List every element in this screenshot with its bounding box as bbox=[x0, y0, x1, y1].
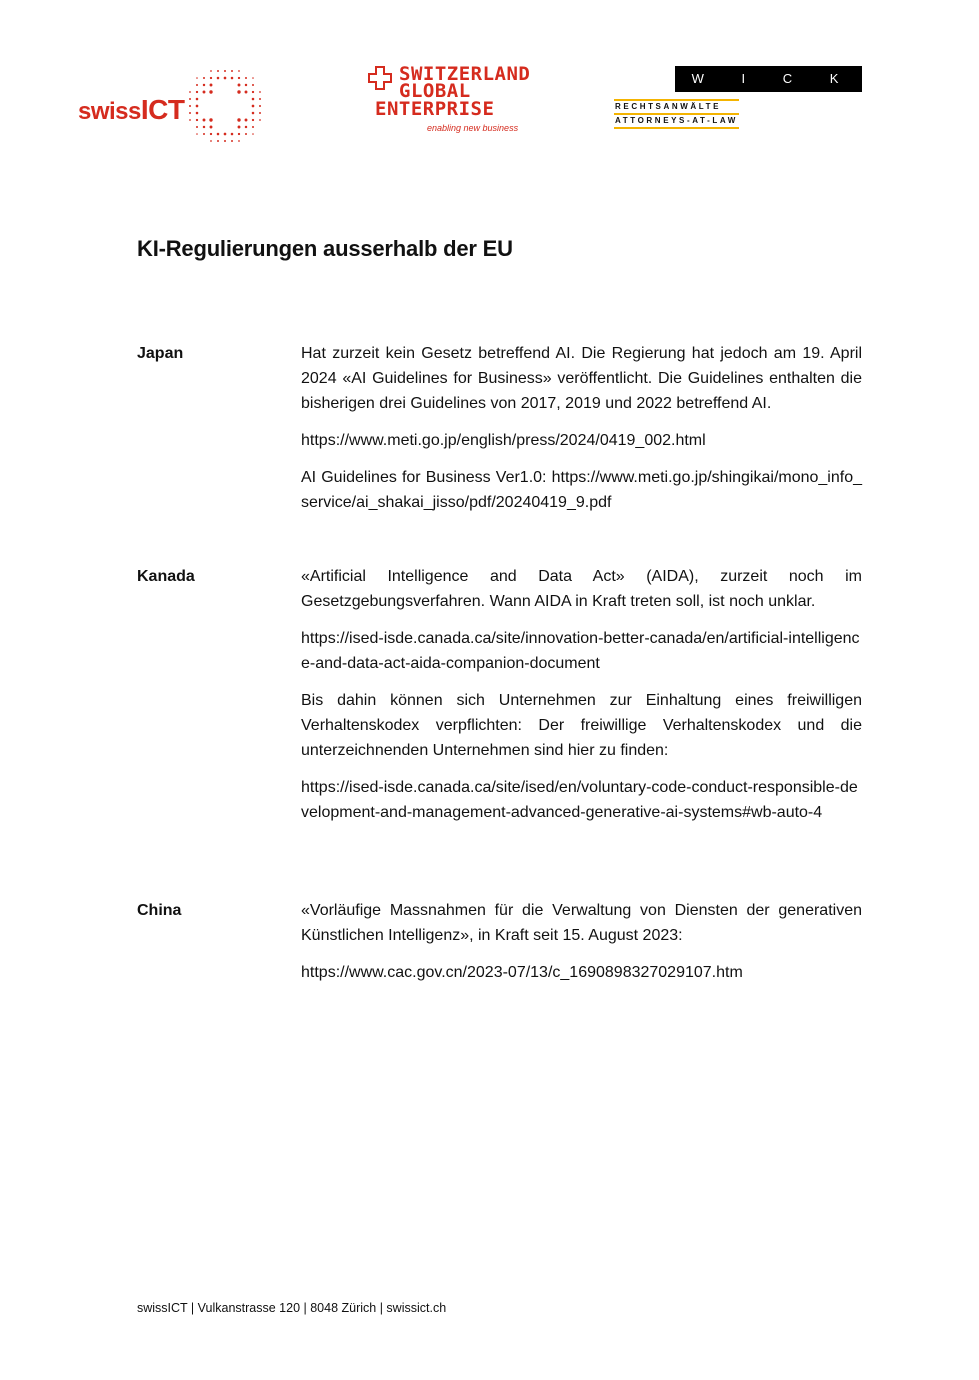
wicki-rule bbox=[614, 113, 739, 115]
section-body bbox=[301, 564, 862, 837]
swissict-bold: ICT bbox=[140, 94, 185, 125]
footer: swissICT | Vulkanstrasse 120 | 8048 Zürich | swissict.ch bbox=[137, 1301, 447, 1315]
swissict-dot-cross-icon bbox=[183, 64, 267, 148]
swissict-prefix: swiss bbox=[78, 98, 141, 125]
country-label: China bbox=[137, 902, 182, 919]
link[interactable]: https://www.cac.gov.cn/2023-07/13/c_1690898327029107.htm bbox=[301, 964, 743, 981]
country-label: Kanada bbox=[137, 568, 195, 585]
country-label: Japan bbox=[137, 345, 184, 362]
paragraph: «Vorläufige Massnahmen für die Verwaltung von Diensten der generativen Künstlichen Intelligenz», in Kraft seit 15. August 2023: bbox=[301, 902, 862, 944]
sge-line1: SWITZERLAND bbox=[399, 63, 531, 85]
paragraph: «Artificial Intelligence and Data Act» (AIDA), zurzeit noch im Gesetzgebungsverfahren. Wann AIDA in Kraft treten soll, ist noch unklar. bbox=[301, 568, 862, 610]
link[interactable]: https://www.meti.go.jp/english/press/2024/0419_002.html bbox=[301, 432, 706, 449]
sge-line3: ENTERPRISE bbox=[375, 98, 495, 120]
section-body bbox=[301, 341, 862, 527]
section-body bbox=[301, 898, 862, 997]
wicki-logo bbox=[614, 66, 864, 132]
paragraph: Hat zurzeit kein Gesetz betreffend AI. Die Regierung hat jedoch am 19. April 2024 «AI Guidelines for Business» veröffentlicht. Die Guidelines enthalten die bisherigen drei Guidelines von 2017, 2019 und 2022 betreffend AI. bbox=[301, 345, 862, 412]
link[interactable]: https://ised-isde.canada.ca/site/innovation-better-canada/en/artificial-intelligence-and-data-act-aida-companion-document bbox=[301, 630, 860, 672]
sge-line2: GLOBAL bbox=[399, 80, 471, 102]
link-paragraph[interactable]: AI Guidelines for Business Ver1.0: https://www.meti.go.jp/shingikai/mono_info_service/ai_shakai_jisso/pdf/20240419_9.pdf bbox=[301, 469, 862, 511]
wicki-sub1: RECHTSANWÄLTE bbox=[615, 102, 722, 111]
paragraph: Bis dahin können sich Unternehmen zur Einhaltung eines freiwilligen Verhaltenskodex verpflichten: Der freiwillige Verhaltenskodex und die unterzeichnenden Unternehmen sind hier zu finden: bbox=[301, 692, 862, 759]
link[interactable]: https://ised-isde.canada.ca/site/ised/en/voluntary-code-conduct-responsible-development-and-management-advanced-generative-ai-systems#wb-auto-4 bbox=[301, 779, 858, 821]
sge-tagline: enabling new business bbox=[427, 123, 519, 133]
swiss-cross-outline-icon bbox=[368, 66, 392, 90]
wicki-rule bbox=[614, 127, 739, 129]
wicki-sub2: ATTORNEYS-AT-LAW bbox=[615, 116, 738, 125]
wicki-name: W I C K I bbox=[675, 66, 862, 92]
swissict-wordmark bbox=[78, 94, 185, 126]
wicki-rule bbox=[614, 99, 739, 101]
swissict-logo bbox=[78, 64, 266, 148]
page-title: KI-Regulierungen ausserhalb der EU bbox=[137, 236, 513, 261]
sge-logo bbox=[366, 64, 546, 140]
